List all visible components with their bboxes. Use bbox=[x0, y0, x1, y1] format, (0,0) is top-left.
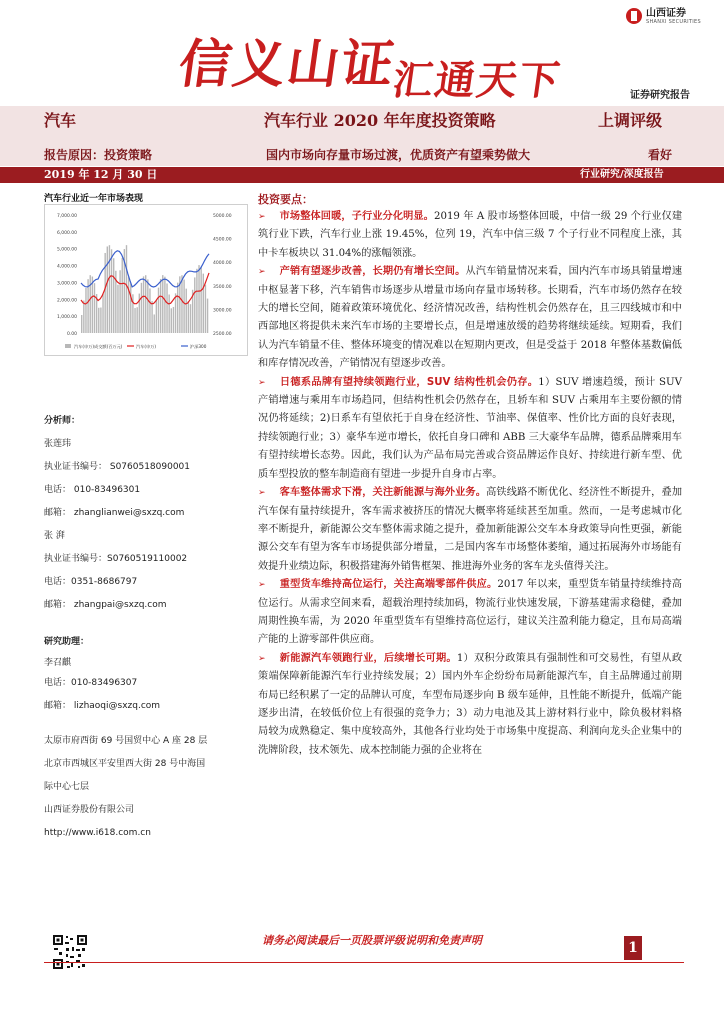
arrow-bullet-icon: ➢ bbox=[258, 653, 266, 664]
volume-bar bbox=[141, 283, 142, 333]
y-left-tick-label: 0.00 bbox=[66, 332, 77, 337]
volume-bar bbox=[171, 308, 172, 333]
slogan-sub: 汇通天下 bbox=[389, 57, 565, 104]
analyst-name: 张 湃 bbox=[44, 531, 65, 541]
legend-label: 沪深300 bbox=[190, 344, 207, 349]
key-point bbox=[258, 484, 682, 576]
slogan-main: 信义山证 bbox=[175, 34, 400, 95]
disclaimer: 请务必阅读最后一页股票评级说明和免责声明 bbox=[262, 934, 482, 947]
key-point-title: 市场整体回暖，子行业分化明显。 bbox=[279, 211, 434, 222]
volume-bar bbox=[126, 245, 127, 333]
company-website-link[interactable]: http://www.i618.com.cn bbox=[44, 828, 151, 838]
key-point-title: 重型货车维持高位运行，关注高端零部件供应。 bbox=[279, 579, 498, 591]
key-point-title: 客车整体需求下滑，关注新能源与海外业务。 bbox=[279, 487, 487, 499]
assistant-email[interactable]: 邮箱： lizhaoqi@sxzq.com bbox=[44, 701, 161, 711]
key-point bbox=[258, 576, 682, 650]
company-name: 山西证券股份有限公司 bbox=[44, 805, 135, 815]
volume-bar bbox=[158, 288, 159, 333]
y-right-tick-label: 4000.00 bbox=[213, 261, 232, 267]
volume-bar bbox=[154, 314, 155, 333]
arrow-bullet-icon: ➢ bbox=[258, 377, 266, 388]
volume-bar bbox=[160, 279, 161, 333]
key-point-title: 日德系品牌有望持续领跑行业，SUV 结构性机会仍存。 bbox=[279, 376, 539, 388]
report-subtitle: 国内市场向存量市场过渡，优质资产有望乘势做大 bbox=[266, 148, 531, 162]
y-right-tick-label: 5000.00 bbox=[213, 214, 232, 219]
volume-bar bbox=[102, 294, 103, 333]
arrow-bullet-icon: ➢ bbox=[258, 212, 266, 222]
report-type: 证券研究报告 bbox=[630, 90, 690, 101]
y-right-tick-label: 2500.00 bbox=[213, 332, 232, 337]
slogan bbox=[175, 22, 570, 104]
y-left-tick-label: 7,000.00 bbox=[56, 214, 77, 219]
volume-bar bbox=[113, 258, 114, 333]
volume-bar bbox=[183, 280, 184, 333]
volume-bar bbox=[92, 277, 93, 333]
volume-bar bbox=[100, 308, 101, 333]
report-category: 行业研究/深度报告 bbox=[580, 169, 664, 180]
assistant-title: 研究助理： bbox=[44, 637, 90, 647]
key-point-body: 1）双积分政策具有强制性和可交易性，有望从政策端保障新能源汽车行业持续发展；2）国内外车企纷纷布局新能源汽车，自主品牌通过前期布局已经积累了一定的品牌认可度，车型布局逐步向 B 级车延伸，且性能不断提升，低端产能逐步出清，在较低价位上有很强的竞争力；3）动力电池及其上游材料行业中，除负极材料格局较为成熟稳定、集中度较高外，其他各行业均处于市场集中度提高、利润向龙头企业集中的洗牌阶段，技术领先、成本控制能力强的企业将在 bbox=[258, 652, 683, 756]
volume-bar bbox=[85, 288, 86, 333]
volume-bar bbox=[164, 277, 165, 333]
volume-bar bbox=[109, 245, 110, 333]
key-points-list bbox=[258, 208, 682, 760]
analyst-phone: 电话： 010-83496301 bbox=[44, 485, 141, 495]
key-point-body: 高铁线路不断优化、经济性不断提升，叠加汽车保有量持续提升，客车需求被挤压的情况大概率将延续甚至加重。然而，一是考虑城市化率不断提升，新能源公交车整体需求随之提升，叠加新能源公交车本身政策导向性更强，新能源公交车有望为客车市场提供部分增量，二是国内客车市场整体萎缩，通过拓展海外市场能有效提升业绩边际，积极搭建海外销售框架、推进海外业务的客车龙头值得关注。 bbox=[258, 487, 683, 572]
volume-bar bbox=[119, 270, 120, 333]
chart-title: 汽车行业近一年市场表现 bbox=[44, 194, 144, 204]
volume-bar bbox=[94, 283, 95, 333]
logo-subtext: SHANXI SECURITIES bbox=[646, 19, 701, 25]
arrow-bullet-icon: ➢ bbox=[258, 488, 266, 499]
key-point-body: 2017 年以来，重型货车销量持续维持高位运行。从需求空间来看，超载治理持续加码，物流行业快速发展，下游基建需求稳健，叠加周期性换车需，为 2020 年重型货车有望维持高位运行，建议关注盈利能力稳定，且布局高端产能的上游零部件供应商。 bbox=[258, 579, 682, 646]
header-banner bbox=[0, 0, 724, 110]
address-line: 际中心七层 bbox=[44, 782, 90, 792]
logo-text: 山西证券 bbox=[646, 8, 686, 19]
volume-bar bbox=[207, 299, 208, 333]
volume-bar bbox=[111, 249, 112, 333]
volume-bar bbox=[190, 304, 191, 333]
industry-label: 汽车 bbox=[44, 111, 77, 130]
volume-bar bbox=[83, 301, 84, 333]
volume-bar bbox=[198, 265, 199, 333]
y-left-tick-label: 1,000.00 bbox=[56, 315, 77, 321]
key-point bbox=[258, 208, 682, 263]
volume-bar bbox=[196, 269, 197, 333]
outlook-label: 看好 bbox=[648, 148, 673, 162]
volume-bar bbox=[181, 275, 182, 333]
analyst-email[interactable]: 邮箱： zhangpai@sxzq.com bbox=[44, 600, 167, 610]
key-point-title: 新能源汽车领跑行业，后续增长可期。 bbox=[279, 652, 457, 664]
key-point-title: 产销有望逐步改善，长期仍有增长空间。 bbox=[279, 266, 466, 278]
y-left-tick-label: 2,000.00 bbox=[56, 298, 77, 304]
y-left-tick-label: 4,000.00 bbox=[56, 264, 77, 270]
volume-bar bbox=[194, 277, 195, 333]
volume-bar bbox=[107, 246, 108, 333]
y-left-tick-label: 5,000.00 bbox=[56, 247, 77, 253]
volume-bar bbox=[145, 275, 146, 333]
analyst-name: 张莲玮 bbox=[44, 439, 72, 449]
volume-bar bbox=[188, 301, 189, 333]
arrow-bullet-icon: ➢ bbox=[258, 267, 266, 278]
volume-bar bbox=[104, 253, 105, 333]
key-points-title: 投资要点： bbox=[258, 193, 313, 206]
rating-label: 上调评级 bbox=[598, 111, 663, 130]
analyst-cert: 执业证书编号：S0760519110002 bbox=[44, 554, 188, 564]
volume-bar bbox=[177, 283, 178, 333]
volume-bar bbox=[136, 307, 137, 333]
analyst-email[interactable]: 邮箱： zhanglianwei@sxzq.com bbox=[44, 508, 185, 518]
analyst-phone: 电话：0351-8686797 bbox=[44, 577, 138, 587]
report-title: 汽车行业 2020 年年度投资策略 bbox=[264, 111, 496, 130]
page-number: 1 bbox=[624, 936, 642, 960]
volume-bar bbox=[200, 267, 201, 333]
legend-swatch bbox=[65, 344, 71, 348]
volume-bar bbox=[162, 275, 163, 333]
volume-bar bbox=[166, 283, 167, 333]
y-left-tick-label: 6,000.00 bbox=[56, 230, 77, 236]
y-right-tick-label: 4500.00 bbox=[213, 237, 232, 243]
volume-bar bbox=[149, 288, 150, 333]
volume-bar bbox=[156, 300, 157, 333]
volume-bar bbox=[168, 295, 169, 333]
volume-bar bbox=[203, 274, 204, 333]
footer-divider bbox=[44, 962, 684, 963]
legend-label: 汽车(申万)成交额(百万元) bbox=[74, 344, 123, 349]
volume-bar bbox=[98, 308, 99, 333]
report-date: 2019 年 12 月 30 日 bbox=[44, 168, 158, 181]
logo-mark-icon bbox=[626, 8, 642, 24]
volume-bar bbox=[122, 258, 123, 333]
volume-bar bbox=[134, 308, 135, 333]
y-left-tick-label: 3,000.00 bbox=[56, 281, 77, 287]
key-point-body: 从汽车销量情况来看，国内汽车市场具销量增速中枢显著下移，汽车销售市场逐步从增量市场向存量市场转移。长期看，汽车市场仍然存在较大的增长空间，随着政策环境优化、经济情况改善，结构性机会仍然存在，且三四线城市和中西部地区将提供未来汽车市场的主要增长点，但是增速放缓的趋势将继续延续。短期看，我们认为汽车销量不佳、整体环境变的情况难以在短期内更改，但是受益于 2018 年整体基数偏低和库存情况改善，产销情况有望逐步改善。 bbox=[258, 266, 683, 370]
volume-bar bbox=[173, 307, 174, 333]
address-line: 太原市府西街 69 号国贸中心 A 座 28 层 bbox=[44, 736, 208, 746]
address-line: 北京市西城区平安里西大街 28 号中海国 bbox=[44, 759, 206, 769]
volume-bar bbox=[205, 285, 206, 333]
chart-svg bbox=[45, 205, 247, 355]
volume-bar bbox=[175, 293, 176, 333]
volume-bar bbox=[147, 279, 148, 333]
volume-bar bbox=[81, 315, 82, 333]
volume-bar bbox=[186, 289, 187, 333]
key-point-body: 1）SUV 增速趋缓，预计 SUV 产销增速与乘用车市场趋同，但结构性机会仍然存在，且轿车和 SUV 占乘用车主要份额的情况仍将延续；2)日系车有望依托于自身在经济性、节油率、保值率、性价比方面的良好表现，持续领跑行业；3）豪华车逆市增长，依托自身口碑和 ABB 三大豪华车品牌，德系品牌乘用车有望持续增长态势。因此，我们认为产品布局完善或合资品牌运作良好、持续进行新车型、优质车型投放的整车制造商有望进一步提升自身市占率。 bbox=[258, 376, 682, 480]
key-point bbox=[258, 374, 682, 484]
report-reason: 报告原因：投资策略 bbox=[44, 148, 153, 162]
key-point bbox=[258, 650, 682, 760]
legend-label: 汽车(申万) bbox=[136, 344, 157, 349]
company-logo bbox=[626, 8, 701, 25]
analysts-title: 分析师： bbox=[44, 416, 81, 426]
volume-bar bbox=[130, 283, 131, 333]
analyst-section bbox=[44, 410, 254, 845]
volume-bar bbox=[128, 277, 129, 333]
arrow-bullet-icon: ➢ bbox=[258, 580, 266, 591]
volume-bar bbox=[117, 285, 118, 333]
y-right-tick-label: 3000.00 bbox=[213, 308, 232, 314]
volume-bar bbox=[151, 301, 152, 333]
assistant-phone: 电话：010-83496307 bbox=[44, 678, 138, 688]
analyst-cert: 执业证书编号： S0760518090001 bbox=[44, 462, 191, 472]
y-right-tick-label: 3500.00 bbox=[213, 284, 232, 290]
market-chart bbox=[44, 204, 248, 356]
key-point-body: 2019 年 A 股市场整体回暖，中信一级 29 个行业仅建筑行业下跌，汽车行业上涨 19.45%，位列 19，汽车中信三级 7 个子行业不同程度上涨，其中卡车板块以 31.04%的涨幅领涨。 bbox=[258, 211, 683, 259]
key-point bbox=[258, 263, 682, 373]
assistant-name: 李召麒 bbox=[44, 658, 72, 668]
volume-bar bbox=[143, 276, 144, 333]
